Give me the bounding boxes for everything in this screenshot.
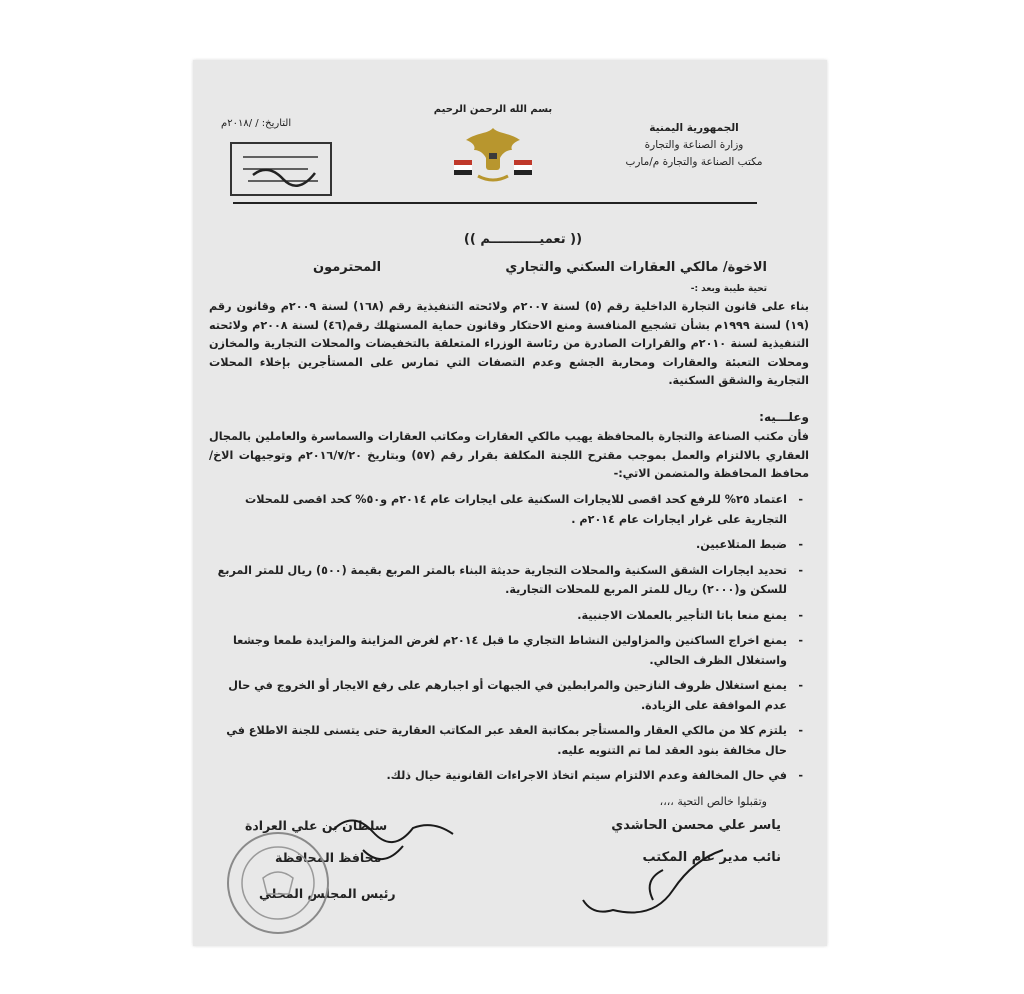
greeting: تحية طيبة وبعد :- <box>690 284 767 294</box>
official-seal-icon <box>223 828 333 938</box>
signatory-right-name: ياسر علي محسن الحاشدي <box>611 818 781 833</box>
signatory-right-title: نائب مدير عام المكتب <box>642 850 781 865</box>
basmala: بسم الله الرحمن الرحيم <box>433 104 553 115</box>
office-name: مكتب الصناعة والتجارة م/مارب <box>625 156 763 168</box>
closing-line: وتقبلوا خالص التحية ،،،، <box>659 795 767 808</box>
document-title: (( تعميـــــــــــم )) <box>463 232 583 247</box>
document-sheet <box>193 60 827 946</box>
list-item: - يمنع استغلال ظروف النازحين والمرابطين في الجبهات أو اجبارهم على رفع الايجار أو الخروج في حال عدم الموافقة على الزيادة. <box>217 676 807 715</box>
registration-stamp-icon <box>223 135 343 205</box>
date-line: التاريخ: / /٢٠١٨م <box>221 118 292 129</box>
handwritten-signature-icon <box>573 830 733 930</box>
preamble-paragraph: بناء على قانون التجارة الداخلية رقم (٥) لسنة ٢٠٠٧م ولائحته التنفيذية رقم (١٦٨) لسنة ٢٠٠٩م وقانون رقم (١٩) لسنة ١٩٩٩م بشأن تشجيع المنافسة ومنع الاحتكار وقانون حماية المستهلك رقم(٤٦) لسنة ٢٠٠٨م ولائحته التنفيذية لسنة ٢٠١٠م والقرارات الصادرة من رئاسة الوزراء المتعلقة بالتخفيضات والمحلات التجارية والمخازن ومحلات التعبئة والعقارات ومحاربة الجشع وعدم التصفات التي تمارس على المستأجرين بإخلاء المحلات التجارية والشقق السكنية. <box>209 300 809 387</box>
list-item: - يمنع منعا باتا التأجير بالعملات الاجنبية. <box>217 606 807 626</box>
signatory-left-title2: رئيس المجلس المحلي <box>259 886 396 901</box>
country-name: الجمهورية اليمنية <box>649 122 739 134</box>
letterhead-right <box>599 120 789 171</box>
header-divider <box>233 202 757 204</box>
therefore-heading: وعلـــيه: <box>759 410 809 424</box>
directives-list <box>217 490 807 792</box>
ministry-name: وزارة الصناعة والتجارة <box>644 139 744 151</box>
list-item: - في حال المخالفة وعدم الالتزام سيتم اتخاذ الاجراءات القانونية حيال ذلك. <box>217 766 807 786</box>
signatory-left-title: محافظ المحافظة <box>275 850 382 865</box>
addressee: الاخوة/ مالكي العقارات السكني والتجاري <box>505 260 767 275</box>
list-item: - تحديد ايجارات الشقق السكنية والمحلات التجارية حديثة البناء بالمتر المربع بقيمة (٥٠٠) ريال للمتر المربع للسكن و(٢٠٠٠) ريال للمتر المربع للمحلات التجارية. <box>217 561 807 600</box>
list-item: - اعتماد ٢٥% للرفع كحد اقصى للايجارات السكنية على ايجارات عام ٢٠١٤م و٥٠% كحد اقصى للمحلات التجارية على غرار ايجارات عام ٢٠١٤م . <box>217 490 807 529</box>
list-item: - ضبط المتلاعبين. <box>217 535 807 555</box>
signatory-left-name: سلطان بن علي العرادة <box>245 818 388 833</box>
eagle-emblem-icon <box>448 120 538 190</box>
directive-paragraph: فأن مكتب الصناعة والتجارة بالمحافظة يهيب مالكي العقارات ومكاتب العقارات والسماسرة والعاملين بالمجال العقاري بالالتزام والعمل بموجب مقترح اللجنة المكلفة بقرار رقم (٥٧) وبتاريخ ٢٠١٦/٧/٢٠م وتوجيهات الاخ/محافظ المحافظة والمتضمن الاتي:- <box>209 430 809 480</box>
list-item: - يلتزم كلا من مالكي العقار والمستأجر بمكاتبة العقد عبر المكاتب العقارية حتى يتسنى للجنة الاطلاع في حال مخالفة بنود العقد لما تم التنويه عليه. <box>217 721 807 760</box>
handwritten-signature-icon <box>323 800 463 880</box>
list-item: - يمنع اخراج الساكنين والمزاولين النشاط التجاري ما قبل ٢٠١٤م لغرض المزاينة والمزايدة طمعا وجشعا واستغلال الظرف الحالي. <box>217 631 807 670</box>
respected-label: المحترمون <box>313 260 382 275</box>
